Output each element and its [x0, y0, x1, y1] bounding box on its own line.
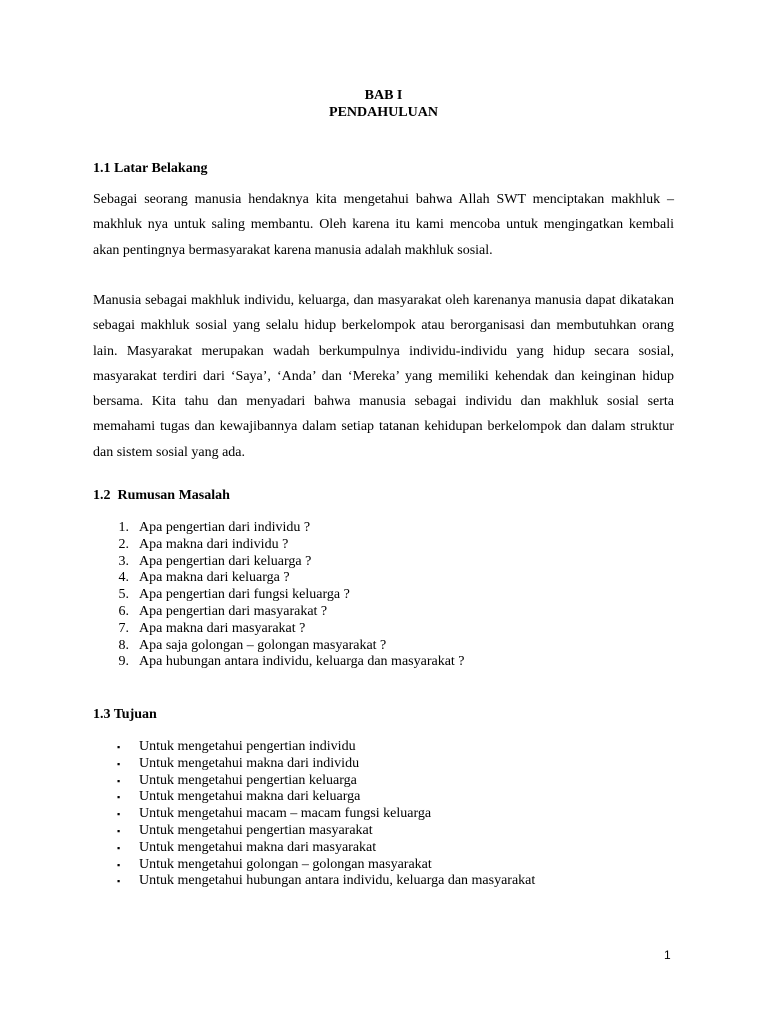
- list-number: 2.: [118, 536, 129, 552]
- list-number: 1.: [118, 520, 129, 535]
- list-item: [93, 638, 465, 655]
- list-item: [93, 756, 535, 773]
- list-number: 8.: [118, 637, 129, 653]
- square-bullet-icon: ▪: [117, 775, 121, 786]
- page-number: 1: [664, 948, 671, 962]
- list-item-text: Untuk mengetahui hubungan antara individu, keluarga dan masyarakat: [139, 873, 536, 889]
- list-item: [93, 823, 535, 840]
- list-item: [93, 654, 465, 671]
- square-bullet-icon: ▪: [117, 859, 121, 870]
- paragraph-2: Manusia sebagai makhluk individu, keluarga, dan masyarakat oleh karenanya manusia dapat dikatakan sebagai makhluk sosial yang selalu hidup berkelompok atau berorganisasi dan membutuhkan orang lain. Masyarakat merupakan wadah berkumpulnya individu-individu yang hidup secara sosial, masyarakat terdiri dari ‘Saya’, ‘Anda’ dan ‘Mereka’ yang memiliki kehendak dan keinginan hidup bersama. Kita tahu dan menyadari bahwa manusia sebagai individu dan makhluk sosial serta memahami tugas dan kewajibannya dalam setiap tatanan kehidupan berkelompok dan dalam struktur dan sistem sosial yang ada.: [93, 293, 674, 460]
- list-item: [93, 840, 535, 857]
- list-item-text: Apa pengertian dari masyarakat ?: [139, 603, 328, 619]
- chapter-number: BAB I: [364, 88, 403, 103]
- list-item-text: Untuk mengetahui makna dari masyarakat: [139, 839, 377, 855]
- square-bullet-icon: ▪: [117, 742, 121, 752]
- list-number: 9.: [118, 654, 129, 670]
- list-item-text: Apa makna dari keluarga ?: [139, 570, 290, 586]
- list-item-text: Apa pengertian dari keluarga ?: [139, 553, 312, 569]
- problem-list: [93, 520, 465, 671]
- list-item-text: Apa pengertian dari individu ?: [139, 520, 311, 535]
- list-item: [93, 537, 465, 554]
- list-item: [93, 739, 535, 756]
- section-heading-tujuan: 1.3 Tujuan: [93, 707, 157, 722]
- list-number: 3.: [118, 553, 129, 569]
- square-bullet-icon: ▪: [117, 876, 121, 887]
- list-item-text: Untuk mengetahui makna dari individu: [139, 755, 360, 771]
- list-item: [93, 806, 535, 823]
- list-item: [93, 857, 535, 874]
- list-item: [93, 570, 465, 587]
- list-item-text: Untuk mengetahui pengertian individu: [139, 739, 356, 754]
- list-item: [93, 773, 535, 790]
- list-item: [93, 604, 465, 621]
- list-item: [93, 587, 465, 604]
- list-item: [93, 873, 535, 890]
- square-bullet-icon: ▪: [117, 825, 121, 836]
- objective-list: [93, 739, 535, 890]
- list-item-text: Untuk mengetahui pengertian masyarakat: [139, 822, 373, 838]
- list-item-text: Apa makna dari individu ?: [139, 536, 289, 552]
- square-bullet-icon: ▪: [117, 842, 121, 853]
- section-heading-rumusan-masalah: 1.2 Rumusan Masalah: [93, 488, 230, 503]
- list-item: [93, 554, 465, 571]
- chapter-title: PENDAHULUAN: [329, 105, 438, 120]
- section-heading-latar-belakang: 1.1 Latar Belakang: [93, 161, 208, 176]
- list-number: 5.: [118, 587, 129, 603]
- list-item: [93, 789, 535, 806]
- list-item-text: Untuk mengetahui makna dari keluarga: [139, 789, 361, 805]
- paragraph-1: Sebagai seorang manusia hendaknya kita mengetahui bahwa Allah SWT menciptakan makhluk – makhluk nya untuk saling membantu. Oleh karena itu kami mencoba untuk mengingatkan kembali akan pentingnya bermasyarakat karena manusia adalah makhluk sosial.: [93, 192, 674, 258]
- list-item-text: Apa saja golongan – golongan masyarakat ?: [139, 637, 387, 653]
- square-bullet-icon: ▪: [117, 809, 121, 820]
- list-number: 7.: [118, 620, 129, 636]
- list-item-text: Apa hubungan antara individu, keluarga dan masyarakat ?: [139, 654, 465, 670]
- list-number: 6.: [118, 603, 129, 619]
- list-item-text: Untuk mengetahui pengertian keluarga: [139, 772, 357, 788]
- square-bullet-icon: ▪: [117, 758, 121, 769]
- list-item-text: Apa makna dari masyarakat ?: [139, 620, 306, 636]
- chapter-header: [93, 87, 674, 121]
- list-number: 4.: [118, 570, 129, 586]
- list-item-text: Untuk mengetahui golongan – golongan masyarakat: [139, 856, 432, 872]
- square-bullet-icon: ▪: [117, 792, 121, 803]
- list-item: [93, 621, 465, 638]
- list-item: [93, 520, 465, 537]
- list-item-text: Apa pengertian dari fungsi keluarga ?: [139, 587, 350, 603]
- list-item-text: Untuk mengetahui macam – macam fungsi keluarga: [139, 806, 432, 822]
